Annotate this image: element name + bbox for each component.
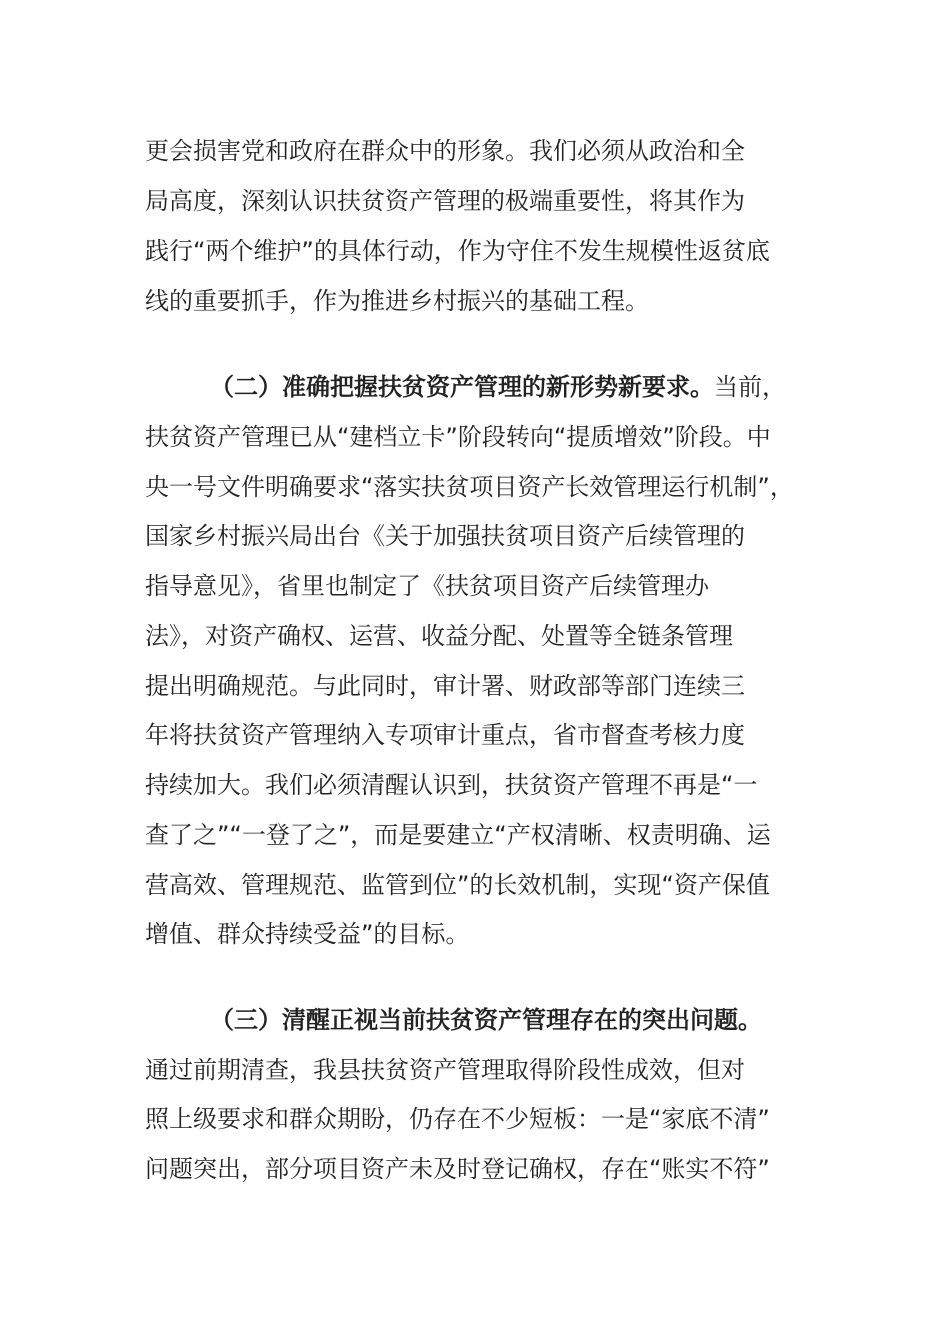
paragraph-line: 营高效、管理规范、监管到位”的长效机制，实现“资产保值	[145, 871, 770, 899]
paragraph-line: 扶贫资产管理已从“建档立卡”阶段转向“提质增效”阶段。中	[145, 423, 771, 451]
paragraph-line: 通过前期清查，我县扶贫资产管理取得阶段性成效，但对	[145, 1056, 745, 1084]
paragraph-line: 局高度，深刻认识扶贫资产管理的极端重要性，将其作为	[145, 187, 745, 215]
section-heading: （三）清醒正视当前扶贫资产管理存在的突出问题。	[210, 1006, 762, 1034]
paragraph-line: 查了之”“一登了之”，而是要建立“产权清晰、权责明确、运	[145, 821, 771, 849]
paragraph-line: 问题突出，部分项目资产未及时登记确权，存在“账实不符”	[145, 1155, 770, 1183]
paragraph-line: 法》，对资产确权、运营、收益分配、处置等全链条管理	[145, 622, 733, 650]
section-heading-line	[210, 372, 786, 402]
paragraph-line: 持续加大。我们必须清醒认识到，扶贫资产管理不再是“一	[145, 771, 758, 799]
paragraph-line: 线的重要抓手，作为推进乡村振兴的基础工程。	[145, 287, 649, 315]
paragraph-line: 年将扶贫资产管理纳入专项审计重点，省市督查考核力度	[145, 721, 745, 749]
paragraph-line: 践行“两个维护”的具体行动，作为守住不发生规模性返贫底	[145, 237, 770, 265]
paragraph-line: 指导意见》，省里也制定了《扶贫项目资产后续管理办	[145, 572, 709, 600]
paragraph-line: 国家乡村振兴局出台《关于加强扶贫项目资产后续管理的	[145, 522, 745, 550]
paragraph-line: 增值、群众持续受益”的目标。	[145, 920, 470, 948]
heading-continuation: 当前，	[714, 373, 786, 401]
paragraph-line: 提出明确规范。与此同时，审计署、财政部等部门连续三	[145, 672, 745, 700]
paragraph-line: 照上级要求和群众期盼，仍存在不少短板：一是“家底不清”	[145, 1105, 770, 1133]
section-heading: （二）准确把握扶贫资产管理的新形势新要求。	[210, 373, 714, 401]
paragraph-line: 央一号文件明确要求“落实扶贫项目资产长效管理运行机制”，	[145, 473, 794, 501]
paragraph-line: 更会损害党和政府在群众中的形象。我们必须从政治和全	[145, 137, 745, 165]
